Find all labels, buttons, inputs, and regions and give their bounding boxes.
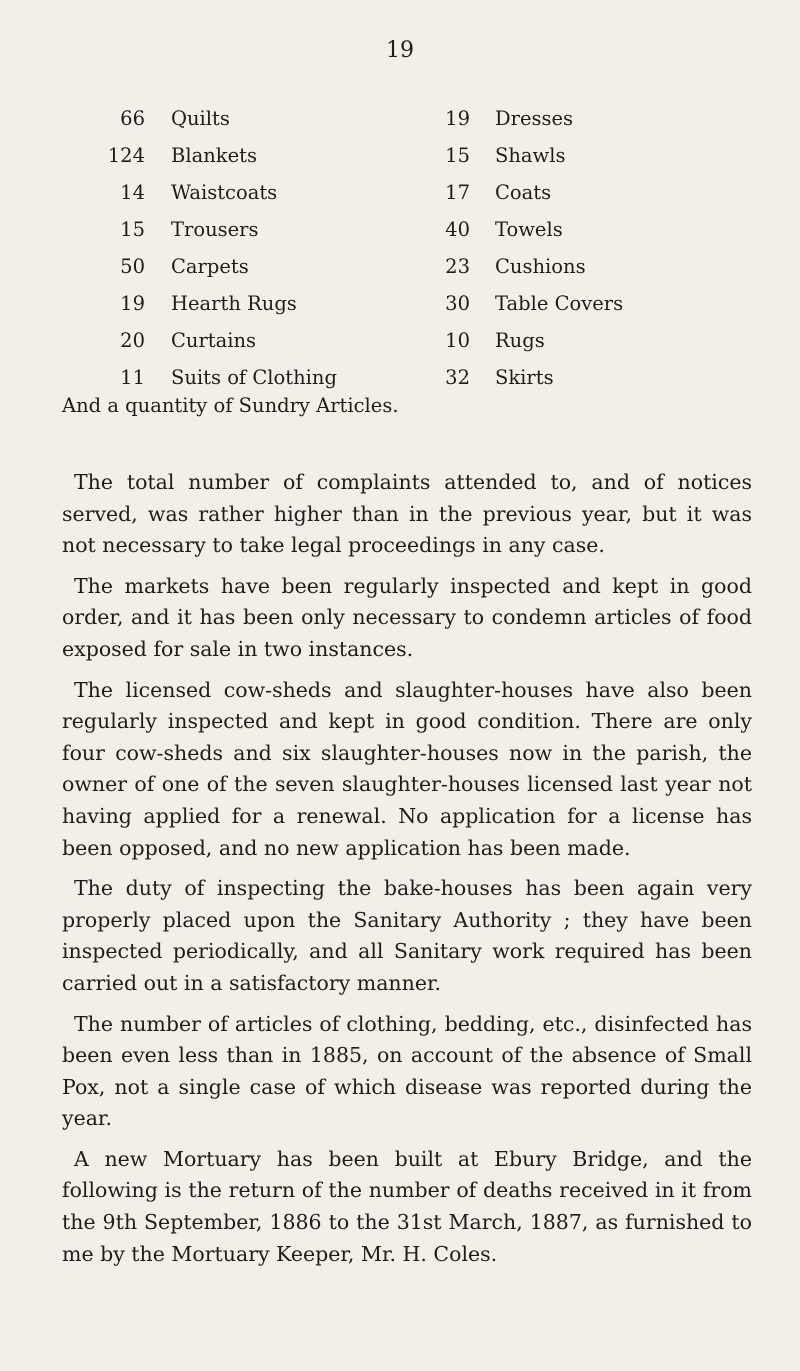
item-quantity: 10 (445, 329, 470, 352)
item-name: Rugs (495, 329, 545, 352)
item-name: Dresses (495, 107, 574, 130)
item-name: Towels (495, 218, 563, 241)
item-name: Waistcoats (171, 181, 278, 204)
item-quantity: 11 (120, 366, 145, 389)
disinfected-items-list (0, 107, 800, 403)
item-name: Skirts (495, 366, 554, 389)
item-row (0, 329, 800, 366)
item-quantity: 15 (120, 218, 145, 241)
item-quantity: 30 (445, 292, 470, 315)
item-name: Hearth Rugs (171, 292, 297, 315)
item-quantity: 50 (120, 255, 145, 278)
item-row (0, 181, 800, 218)
item-row (0, 218, 800, 255)
item-name: Trousers (171, 218, 259, 241)
item-quantity: 17 (445, 181, 470, 204)
report-body (62, 467, 752, 1279)
item-name: Suits of Clothing (171, 366, 337, 389)
sundry-note: And a quantity of Sundry Articles. (62, 394, 399, 417)
item-quantity: 124 (107, 144, 145, 167)
item-quantity: 19 (445, 107, 470, 130)
item-quantity: 14 (120, 181, 145, 204)
item-name: Quilts (171, 107, 230, 130)
item-quantity: 40 (445, 218, 470, 241)
paragraph: The duty of inspecting the bake-houses has been again very properly placed upon the Sanitary Authority ; they have been inspected periodically, and all Sanitary work required has been carried out in a satisfactory manner. (62, 876, 752, 995)
paragraph: The number of articles of clothing, bedding, etc., disinfected has been even less than in 1885, on account of the absence of Small Pox, not a single case of which disease was reported during the year. (62, 1011, 752, 1131)
paragraph: The licensed cow-sheds and slaughter-houses have also been regularly inspected and kept in good condition. There are only four cow-sheds and six slaughter-houses now in the parish, the owner of one of the seven slaughter-houses licensed last year not having applied for a renewal. No application for a license has been opposed, and no new application has been made. (62, 677, 752, 860)
item-name: Curtains (171, 329, 257, 352)
item-quantity: 20 (120, 329, 145, 352)
item-name: Blankets (171, 144, 257, 167)
paragraph: The markets have been regularly inspected and kept in good order, and it has been only necessary to condemn articles of food exposed for sale in two instances. (62, 573, 752, 661)
item-name: Shawls (495, 144, 566, 167)
item-quantity: 19 (120, 292, 145, 315)
item-row (0, 144, 800, 181)
item-quantity: 15 (445, 144, 470, 167)
item-name: Cushions (495, 255, 586, 278)
item-name: Table Covers (495, 292, 624, 315)
item-quantity: 32 (445, 366, 470, 389)
item-name: Carpets (171, 255, 249, 278)
paragraph: A new Mortuary has been built at Ebury Bridge, and the following is the return of the number of deaths received in it from the 9th September, 1886 to the 31st March, 1887, as furnished to me by the Mortuary Keeper, Mr. H. Coles. (62, 1146, 752, 1266)
item-row (0, 107, 800, 144)
paragraph: The total number of complaints attended to, and of notices served, was rather higher than in the previous year, but it was not necessary to take legal proceedings in any case. (62, 470, 752, 558)
item-quantity: 23 (445, 255, 470, 278)
item-row (0, 292, 800, 329)
item-row (0, 255, 800, 292)
item-name: Coats (495, 181, 552, 204)
page-number: 19 (386, 38, 414, 63)
item-quantity: 66 (120, 107, 145, 130)
